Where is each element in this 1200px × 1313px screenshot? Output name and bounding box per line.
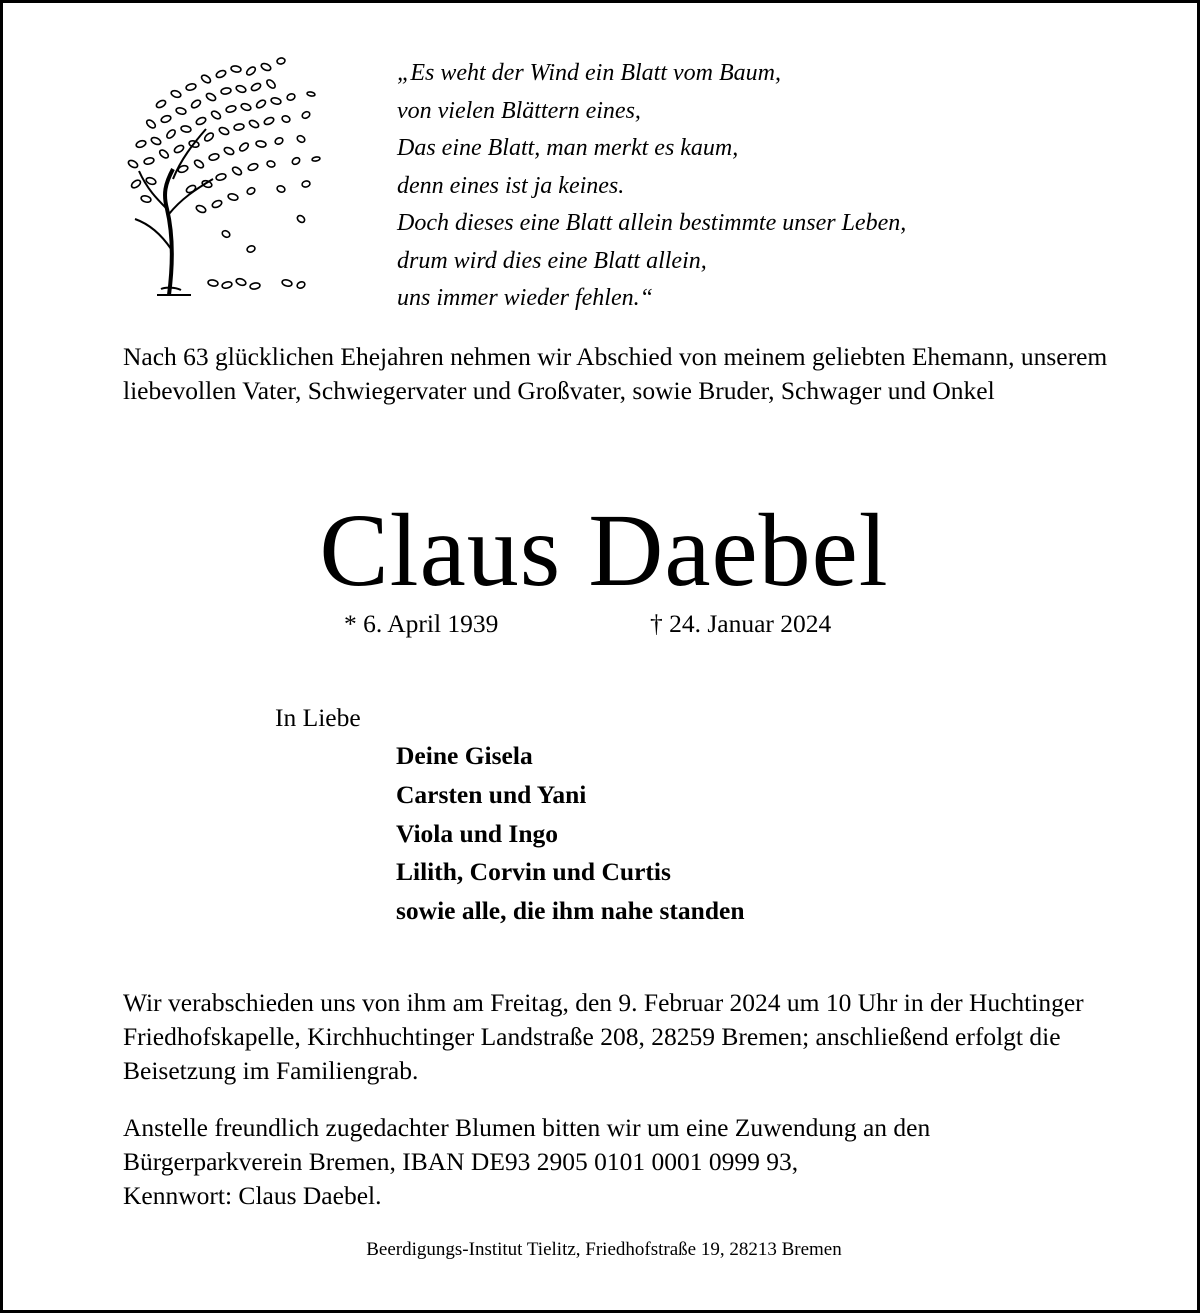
deceased-name: Claus Daebel [319,493,889,608]
mourner-name: Deine Gisela [396,741,533,770]
mourners-intro: In Liebe [275,703,361,732]
mourner-name: sowie alle, die ihm nahe standen [396,896,745,926]
mourner-name: Viola und Ingo [396,818,559,848]
poem [397,55,906,318]
donation-line: Bürgerparkverein Bremen, IBAN DE93 2905 0101 0001 0999 93, [123,1147,799,1176]
donation-line: Anstelle freundlich zugedachter Blumen bitten wir um eine Zuwendung an den [123,1113,931,1142]
mourner-name: Carsten und Yani [396,779,587,809]
death-date: † 24. Januar 2024 [650,609,832,638]
poem-line: Doch dieses eine Blatt allein bestimmte unser Leben, [397,210,907,236]
poem-line: drum wird dies eine Blatt allein, [397,247,707,274]
undertaker-info: Beerdigungs-Institut Tielitz, Friedhofstraße 19, 28213 Bremen [366,1239,842,1260]
windblown-tree-icon [121,49,331,299]
poem-line: „Es weht der Wind ein Blatt vom Baum, [397,60,781,86]
poem-line: von vielen Blättern eines, [397,97,641,124]
poem-line: Das eine Blatt, man merkt es kaum, [397,135,739,161]
intro-text: Nach 63 glücklichen Ehejahren nehmen wir Abschied von meinem geliebten Ehemann, unserem liebevollen Vater, Schwiegervater und Großvater, sowie Bruder, Schwager und Onkel [123,342,1108,405]
birth-date: * 6. April 1939 [344,609,499,638]
donation-line: Kennwort: Claus Daebel. [123,1181,382,1210]
mourners-list [396,737,745,931]
poem-line: uns immer wieder fehlen.“ [397,285,653,311]
mourner-name: Lilith, Corvin und Curtis [396,857,671,887]
donation-text [123,1111,1123,1213]
funeral-text: Wir verabschieden uns von ihm am Freitag, den 9. Februar 2024 um 10 Uhr in der Huchtinger Friedhofskapelle, Kirchhuchtinger Landstraße 208, 28259 Bremen; anschließend erfolgt die Beisetzung im Familiengrab. [123,988,1084,1085]
poem-line: denn eines ist ja keines. [397,172,625,199]
